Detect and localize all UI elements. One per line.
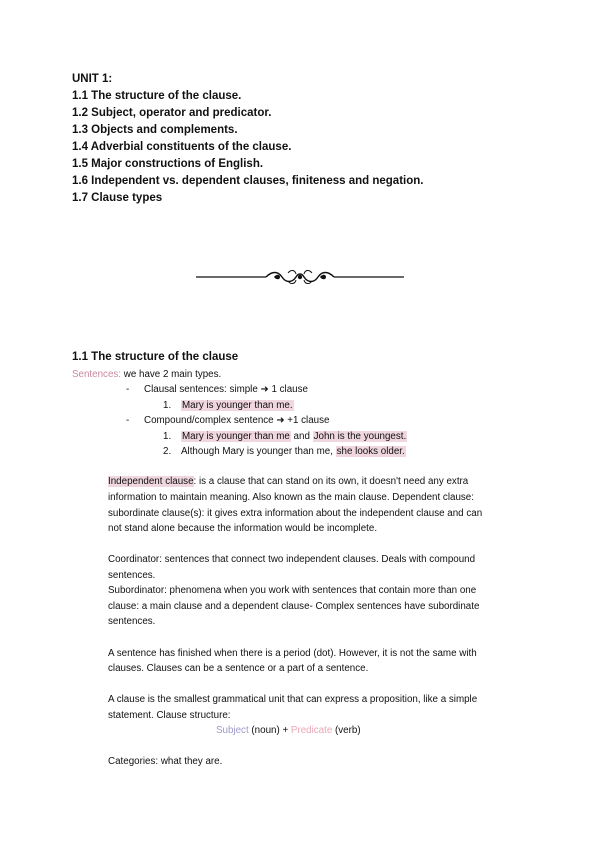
unit-title: UNIT 1: bbox=[72, 73, 113, 85]
predicate-term: Predicate bbox=[290, 725, 333, 736]
paragraph-line: clauses. Clauses can be a sentence or a part of a sentence. bbox=[108, 663, 369, 674]
toc-item: 1.2 Subject, operator and predicator. bbox=[72, 107, 272, 119]
example-text: Although Mary is younger than me, bbox=[181, 446, 336, 457]
paragraph-line bbox=[108, 474, 468, 490]
section-heading: 1.1 The structure of the clause bbox=[72, 351, 239, 363]
formula-text: (noun) + bbox=[248, 725, 291, 736]
list-item bbox=[126, 413, 329, 429]
paragraph-line: Coordinator: sentences that connect two independent clauses. Deals with compound bbox=[108, 554, 476, 565]
ornamental-divider-icon bbox=[196, 265, 404, 289]
paragraph-line: sentences. bbox=[108, 570, 156, 581]
list-item bbox=[163, 429, 407, 445]
paragraph-line: A clause is the smallest grammatical unit that can express a proposition, like a simple bbox=[108, 694, 478, 705]
paragraph-line: information to maintain meaning. Also known as the main clause. Dependent clause: bbox=[108, 492, 474, 503]
toc-item: 1.7 Clause types bbox=[72, 192, 163, 204]
paragraph-line: Categories: what they are. bbox=[108, 756, 223, 767]
subject-term: Subject bbox=[216, 725, 249, 736]
toc-item: 1.6 Independent vs. dependent clauses, finiteness and negation. bbox=[72, 175, 424, 187]
highlighted-example: Mary is younger than me bbox=[182, 431, 290, 442]
paragraph-line: Subordinator: phenomena when you work with sentences that contain more than one bbox=[108, 585, 477, 596]
bullet-dash: - bbox=[126, 415, 130, 426]
toc-item: 1.5 Major constructions of English. bbox=[72, 158, 264, 170]
paragraph-line: sentences. bbox=[108, 616, 156, 627]
highlighted-term: Independent clause bbox=[108, 476, 194, 487]
sentences-line bbox=[72, 367, 221, 383]
clausal-text: Clausal sentences: simple ➜ 1 clause bbox=[144, 384, 308, 395]
list-item bbox=[163, 444, 406, 460]
list-item bbox=[126, 382, 308, 398]
table-of-contents bbox=[72, 71, 423, 207]
formula-text: (verb) bbox=[332, 725, 361, 736]
bullet-dash: - bbox=[126, 384, 130, 395]
sentences-text: we have 2 main types. bbox=[121, 369, 222, 380]
paragraph-line: statement. Clause structure: bbox=[108, 710, 231, 721]
toc-item: 1.3 Objects and complements. bbox=[72, 124, 238, 136]
paragraph-line: not stand alone because the information would be incomplete. bbox=[108, 523, 378, 534]
clause-formula bbox=[216, 723, 361, 739]
paragraph-text: : is a clause that can stand on its own, it doesn't need any extra bbox=[193, 476, 469, 487]
highlighted-example: she looks older. bbox=[336, 446, 405, 457]
list-item bbox=[163, 398, 294, 414]
toc-item: 1.4 Adverbial constituents of the clause. bbox=[72, 141, 292, 153]
highlighted-example: Mary is younger than me. bbox=[182, 400, 293, 411]
paragraph-line: clause: a main clause and a dependent clause- Complex sentences have subordinate bbox=[108, 601, 480, 612]
paragraph-line: A sentence has finished when there is a period (dot). However, it is not the same with bbox=[108, 648, 477, 659]
sentences-label: Sentences: bbox=[72, 369, 122, 380]
list-number: 1. bbox=[163, 431, 172, 442]
list-number: 1. bbox=[163, 400, 172, 411]
highlighted-example: John is the youngest. bbox=[313, 431, 407, 442]
conjunction: and bbox=[290, 431, 313, 442]
list-number: 2. bbox=[163, 446, 172, 457]
compound-text: Compound/complex sentence ➜ +1 clause bbox=[144, 415, 330, 426]
toc-item: 1.1 The structure of the clause. bbox=[72, 90, 242, 102]
paragraph-line: subordinate clause(s): it gives extra information about the independent clause and can bbox=[108, 508, 483, 519]
